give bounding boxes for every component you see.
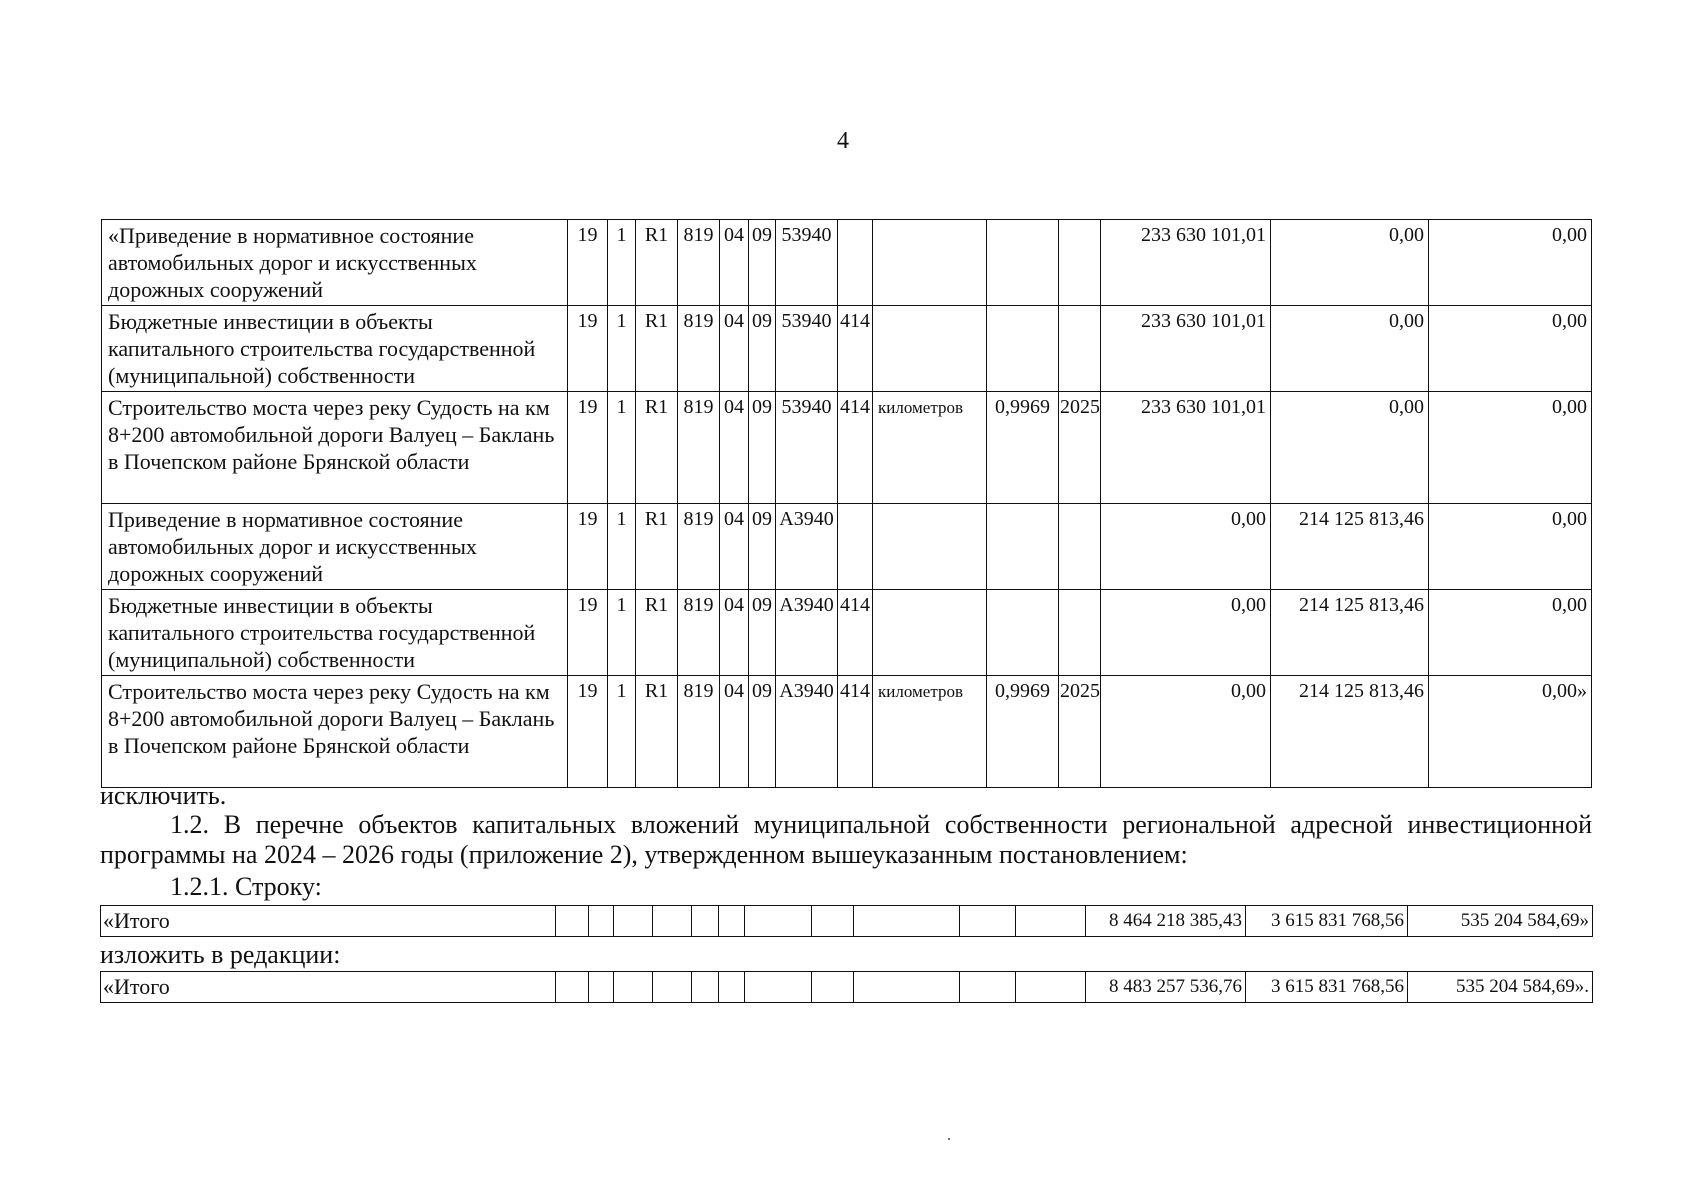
objects-table	[101, 219, 1592, 788]
amount-2025: 0,00	[1271, 306, 1429, 392]
code-expense-type: 414	[838, 392, 873, 504]
total-new-2025: 3 615 831 768,56	[1246, 972, 1408, 1003]
code-subsection: 09	[749, 590, 776, 676]
table-row	[102, 504, 1592, 590]
amount-2025: 0,00	[1271, 392, 1429, 504]
scan-speck	[948, 1138, 950, 1140]
code-target: А3940	[776, 590, 838, 676]
code-pp: 1	[608, 220, 636, 306]
table-row	[102, 676, 1592, 788]
code-gp: 19	[568, 306, 608, 392]
text-exclude: исключить.	[100, 781, 227, 810]
code-project: R1	[636, 676, 678, 788]
code-expense-type: 414	[838, 676, 873, 788]
amount-2025: 214 125 813,46	[1271, 590, 1429, 676]
code-grbs: 819	[678, 590, 720, 676]
amount-2026: 0,00»	[1429, 676, 1592, 788]
code-expense-type	[838, 220, 873, 306]
code-grbs: 819	[678, 676, 720, 788]
code-grbs: 819	[678, 306, 720, 392]
code-gp: 19	[568, 504, 608, 590]
row-name: Бюджетные инвестиции в объекты капитального строительства государственной (муниципальной) собственности	[102, 590, 568, 676]
unit-of-measure	[873, 306, 987, 392]
paragraph-1-2-1: 1.2.1. Строку:	[170, 872, 322, 901]
code-expense-type: 414	[838, 590, 873, 676]
commission-year: 2025	[1059, 392, 1101, 504]
table-row	[102, 590, 1592, 676]
total-new-2026: 535 204 584,69».	[1408, 972, 1593, 1003]
total-row-old	[100, 905, 1593, 937]
code-pp: 1	[608, 306, 636, 392]
code-target: 53940	[776, 220, 838, 306]
commission-year	[1059, 306, 1101, 392]
total-old-2026: 535 204 584,69»	[1408, 906, 1593, 937]
capacity	[987, 306, 1059, 392]
paragraph-1-2: 1.2. В перечне объектов капитальных вложений муниципальной собственности региональной адресной инвестиционной программы на 2024 – 2026 годы (приложение 2), утвержденном вышеуказанным постановлением:	[100, 810, 1592, 869]
row-name: Бюджетные инвестиции в объекты капитального строительства государственной (муниципальной) собственности	[102, 306, 568, 392]
code-project: R1	[636, 220, 678, 306]
code-gp: 19	[568, 220, 608, 306]
code-section: 04	[720, 306, 749, 392]
row-name: Приведение в нормативное состояние автомобильных дорог и искусственных дорожных сооружений	[102, 504, 568, 590]
amount-2025: 214 125 813,46	[1271, 504, 1429, 590]
amount-2026: 0,00	[1429, 220, 1592, 306]
capacity	[987, 220, 1059, 306]
capacity: 0,9969	[987, 676, 1059, 788]
code-section: 04	[720, 392, 749, 504]
code-section: 04	[720, 220, 749, 306]
total-new-label: «Итого	[101, 972, 556, 1003]
amount-2026: 0,00	[1429, 306, 1592, 392]
code-project: R1	[636, 392, 678, 504]
total-old-2024: 8 464 218 385,43	[1086, 906, 1246, 937]
code-subsection: 09	[749, 392, 776, 504]
code-grbs: 819	[678, 504, 720, 590]
commission-year	[1059, 590, 1101, 676]
total-row-new	[100, 971, 1593, 1003]
code-expense-type: 414	[838, 306, 873, 392]
code-project: R1	[636, 504, 678, 590]
code-gp: 19	[568, 392, 608, 504]
code-pp: 1	[608, 590, 636, 676]
code-pp: 1	[608, 392, 636, 504]
code-section: 04	[720, 504, 749, 590]
table-row	[102, 392, 1592, 504]
capacity: 0,9969	[987, 392, 1059, 504]
amount-2026: 0,00	[1429, 590, 1592, 676]
unit-of-measure	[873, 220, 987, 306]
code-subsection: 09	[749, 306, 776, 392]
text-new-edition: изложить в редакции:	[100, 940, 341, 969]
code-grbs: 819	[678, 220, 720, 306]
page-number: 4	[837, 128, 849, 154]
commission-year	[1059, 504, 1101, 590]
code-section: 04	[720, 676, 749, 788]
total-old-2025: 3 615 831 768,56	[1246, 906, 1408, 937]
code-subsection: 09	[749, 220, 776, 306]
code-pp: 1	[608, 676, 636, 788]
table-row	[102, 220, 1592, 306]
row-name: Строительство моста через реку Судость на км 8+200 автомобильной дороги Валуец – Баклань в Почепском районе Брянской области	[102, 392, 568, 504]
amount-2024: 0,00	[1101, 590, 1271, 676]
amount-2026: 0,00	[1429, 504, 1592, 590]
amount-2026: 0,00	[1429, 392, 1592, 504]
code-gp: 19	[568, 676, 608, 788]
code-subsection: 09	[749, 504, 776, 590]
unit-of-measure: километров	[873, 392, 987, 504]
code-expense-type	[838, 504, 873, 590]
code-pp: 1	[608, 504, 636, 590]
total-old-label: «Итого	[101, 906, 556, 937]
code-target: 53940	[776, 306, 838, 392]
capacity	[987, 590, 1059, 676]
code-target: 53940	[776, 392, 838, 504]
amount-2024: 0,00	[1101, 676, 1271, 788]
amount-2024: 233 630 101,01	[1101, 392, 1271, 504]
commission-year	[1059, 220, 1101, 306]
amount-2024: 0,00	[1101, 504, 1271, 590]
row-name: «Приведение в нормативное состояние автомобильных дорог и искусственных дорожных сооружений	[102, 220, 568, 306]
code-target: А3940	[776, 504, 838, 590]
amount-2024: 233 630 101,01	[1101, 306, 1271, 392]
total-new-2024: 8 483 257 536,76	[1086, 972, 1246, 1003]
amount-2024: 233 630 101,01	[1101, 220, 1271, 306]
table-row	[102, 306, 1592, 392]
commission-year: 2025	[1059, 676, 1101, 788]
code-subsection: 09	[749, 676, 776, 788]
unit-of-measure: километров	[873, 676, 987, 788]
code-project: R1	[636, 306, 678, 392]
unit-of-measure	[873, 504, 987, 590]
code-gp: 19	[568, 590, 608, 676]
amount-2025: 214 125 813,46	[1271, 676, 1429, 788]
amount-2025: 0,00	[1271, 220, 1429, 306]
row-name: Строительство моста через реку Судость на км 8+200 автомобильной дороги Валуец – Баклань в Почепском районе Брянской области	[102, 676, 568, 788]
code-target: А3940	[776, 676, 838, 788]
code-section: 04	[720, 590, 749, 676]
code-project: R1	[636, 590, 678, 676]
code-grbs: 819	[678, 392, 720, 504]
unit-of-measure	[873, 590, 987, 676]
capacity	[987, 504, 1059, 590]
